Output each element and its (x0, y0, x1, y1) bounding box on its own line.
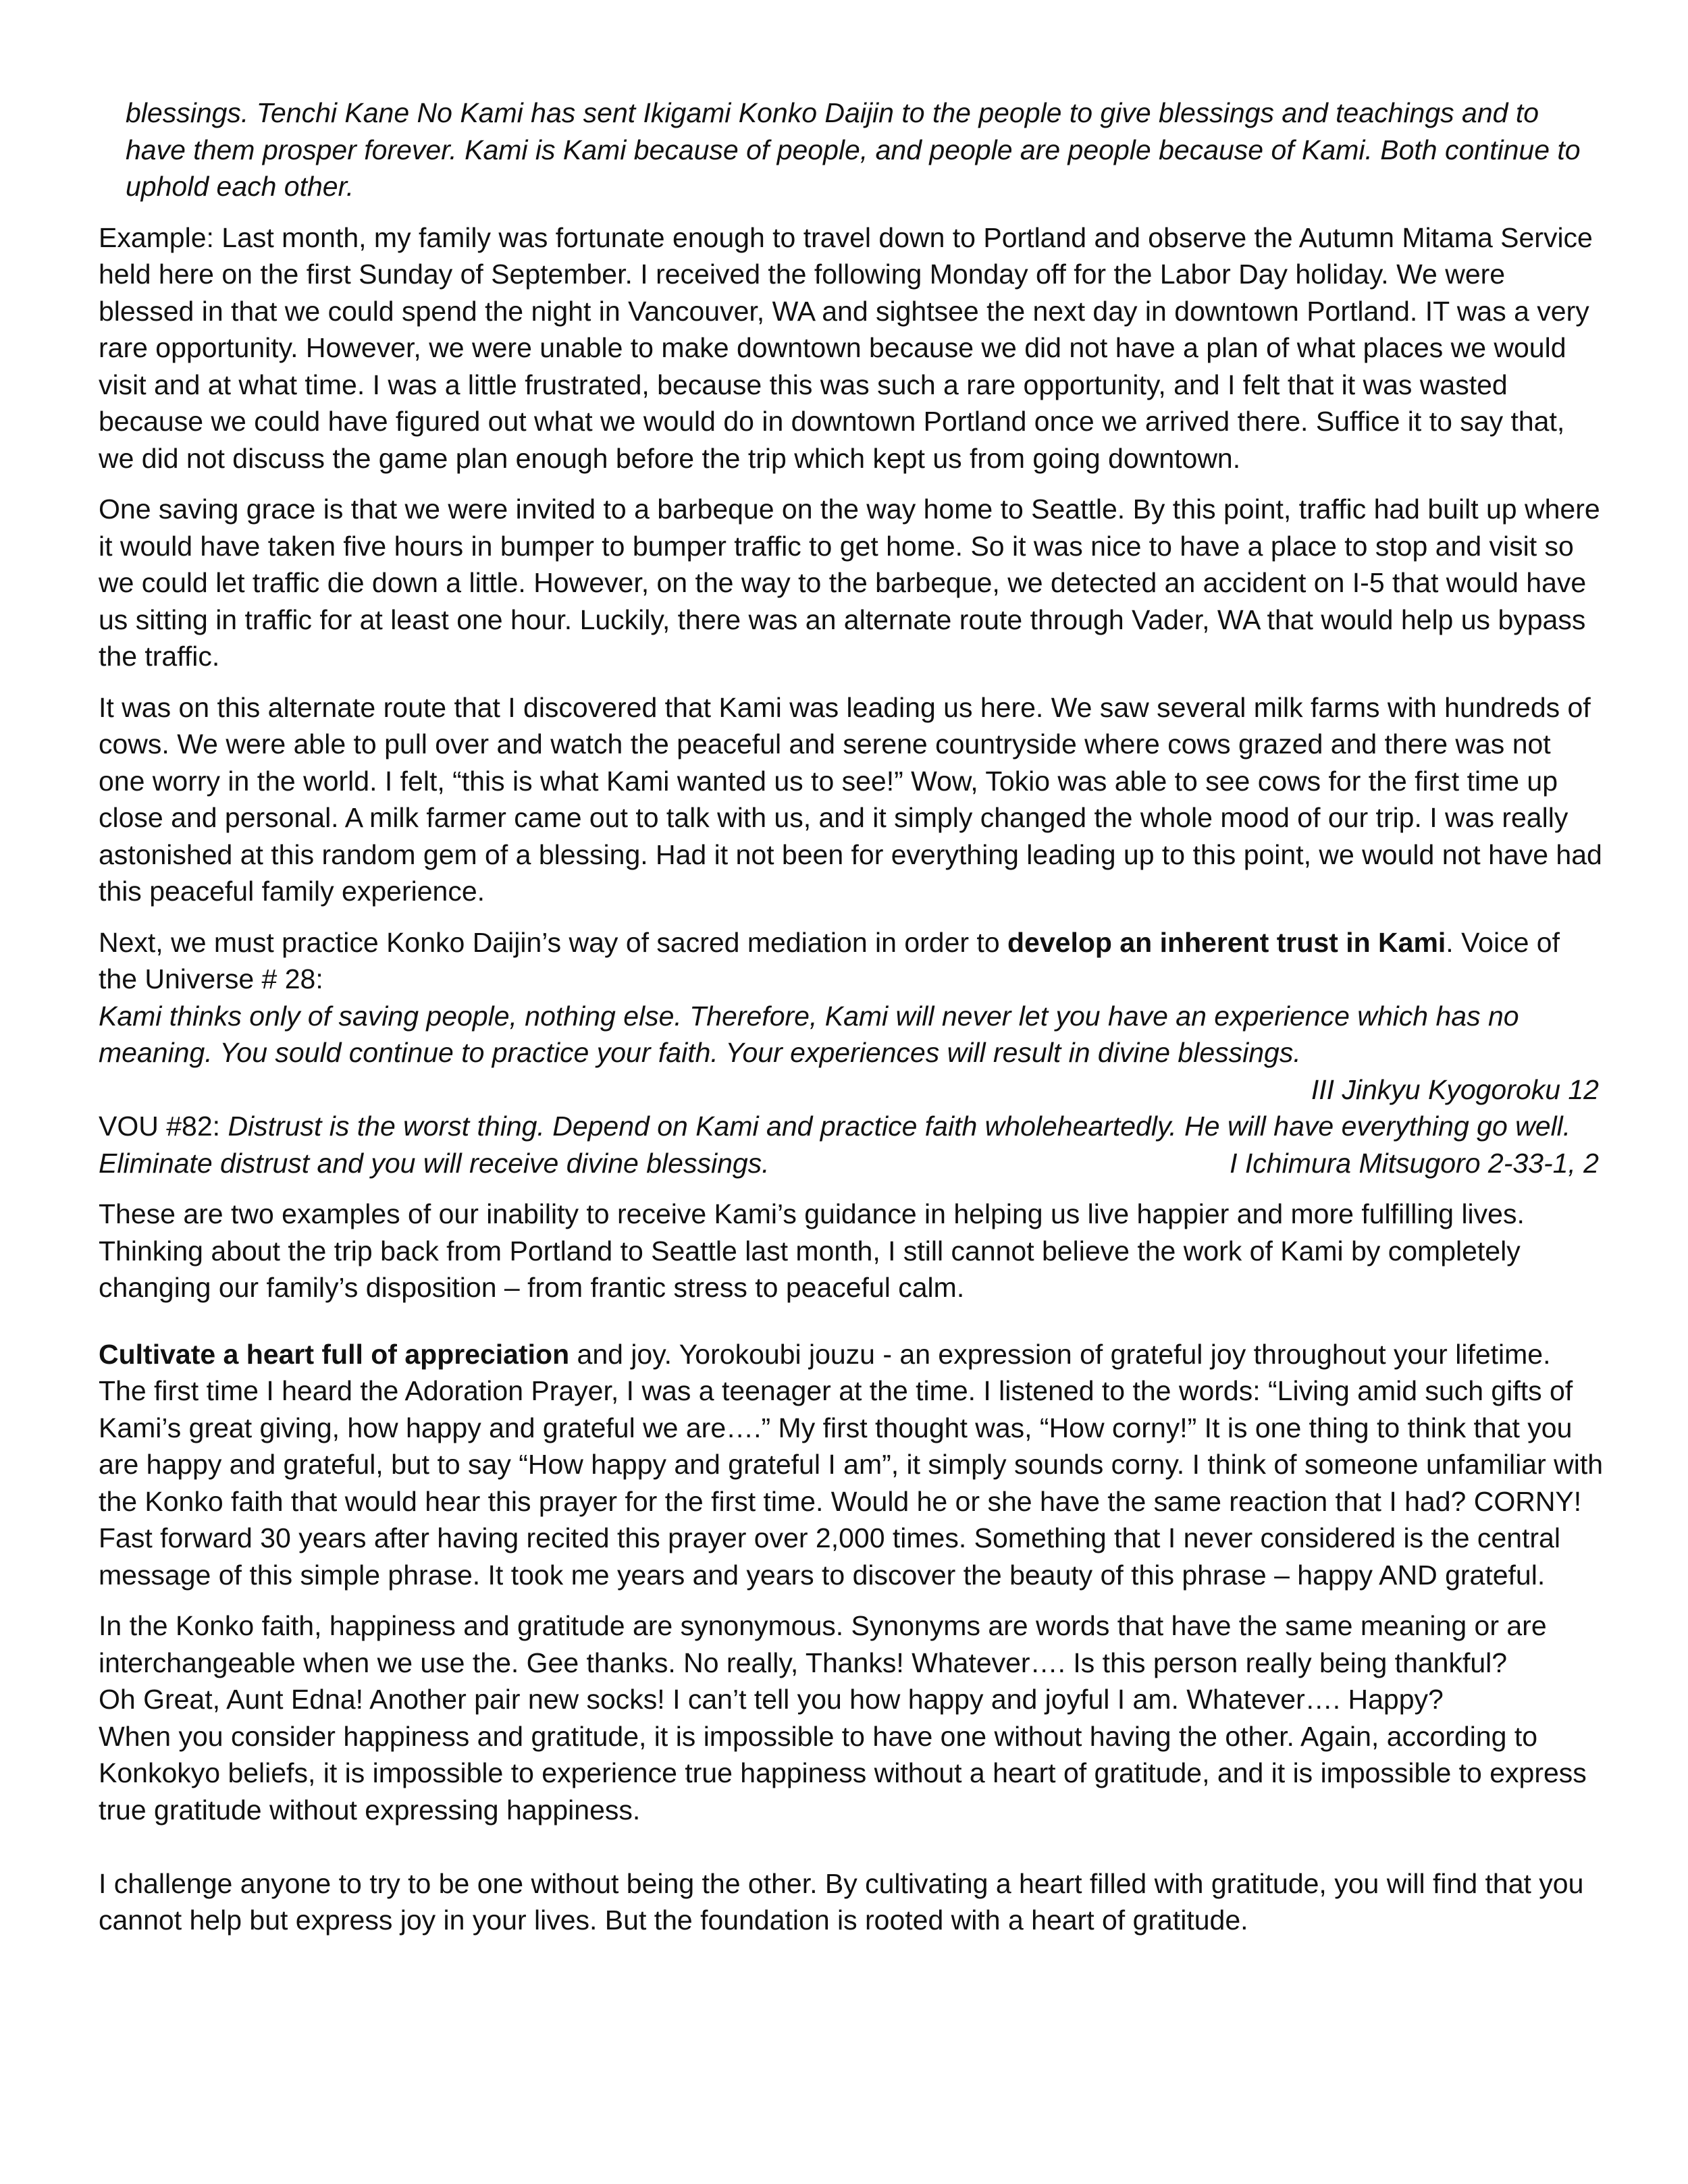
paragraph-konko-faith: In the Konko faith, happiness and gratitude are synonymous. Synonyms are words that have the same meaning or are interchangeable when we use the. Gee thanks. No really, Thanks! Whatever…. Is this person really being thankful? (99, 1610, 1547, 1678)
vou82-line-2 (99, 1145, 1604, 1182)
paragraph-next (99, 924, 1604, 998)
paragraph-consider: When you consider happiness and gratitude, it is impossible to have one without having the other. Again, according to Konkokyo beliefs, it is impossible to experience true happiness without a heart of gratitude, and it is impossible to express true gratitude without expressing happiness. (99, 1720, 1587, 1826)
next-tail: . Voice of the Universe # 28: (99, 926, 1560, 994)
document-page (99, 95, 1604, 1939)
paragraph-cultivate (99, 1336, 1604, 1520)
vou82-attribution: I Ichimura Mitsugoro 2-33-1, 2 (1230, 1147, 1599, 1179)
next-lead: Next, we must practice Konko Daijin’s way of sacred mediation in order to (99, 926, 1008, 958)
vou28-quote: Kami thinks only of saving people, nothing else. Therefore, Kami will never let you have an experience which has no meaning. You sould continue to practice your faith. Your experiences will result in divine blessings. (99, 1000, 1519, 1068)
paragraph-example: Example: Last month, my family was fortunate enough to travel down to Portland and observe the Autumn Mitama Service held here on the first Sunday of September. I received the following Monday off for the Labor Day holiday. We were blessed in that we could spend the night in Vancouver, WA and sightsee the next day in downtown Portland. IT was a very rare opportunity. However, we were unable to make downtown because we did not have a plan of what places we would visit and at what time. I was a little frustrated, because this was such a rare opportunity, and I felt that it was wasted because we could have figured out what we would do in downtown Portland once we arrived there. Suffice it to say that, we did not discuss the game plan enough before the trip which kept us from going downtown. (99, 221, 1593, 474)
paragraph-saving-grace: One saving grace is that we were invited to a barbeque on the way home to Seattle. By this point, traffic had built up where it would have taken five hours in bumper to bumper traffic to get home. So it was nice to have a place to stop and visit so we could let traffic die down a little. However, on the way to the barbeque, we detected an accident on I-5 that would have us sitting in traffic for at least one hour. Luckily, there was an alternate route through Vader, WA that would help us bypass the traffic. (99, 494, 1600, 672)
paragraph-aunt-edna: Oh Great, Aunt Edna! Another pair new socks! I can’t tell you how happy and joyful I am. Whatever…. Happy? (99, 1684, 1444, 1715)
vou82-text-2: Eliminate distrust and you will receive divine blessings. (99, 1147, 770, 1179)
next-emphasis: develop an inherent trust in Kami (1007, 926, 1446, 958)
paragraph-fast-forward: Fast forward 30 years after having recited this prayer over 2,000 times. Something that I never considered is the central message of this simple phrase. It took me years and years to discover the beauty of this phrase – happy AND grateful. (99, 1522, 1560, 1591)
spacer (99, 1828, 1604, 1865)
opening-quote: blessings. Tenchi Kane No Kami has sent Ikigami Konko Daijin to the people to give blessings and teachings and to have them prosper forever. Kami is Kami because of people, and people are people because of Kami. Both continue to uphold each other. (126, 97, 1581, 202)
vou82-label: VOU #82: (99, 1111, 228, 1142)
vou82-line-1 (99, 1108, 1604, 1145)
vou28-attribution: III Jinkyu Kyogoroku 12 (1311, 1073, 1599, 1105)
paragraph-challenge: I challenge anyone to try to be one without being the other. By cultivating a heart filled with gratitude, you will find that you cannot help but express joy in your lives. But the foundation is rooted with a heart of gratitude. (99, 1867, 1584, 1936)
cultivate-rest: and joy. Yorokoubi jouzu - an expression of grateful joy throughout your lifetime. The first time I heard the Adoration Prayer, I was a teenager at the time. I listened to the words: “Living amid such gifts of Kami’s great giving, how happy and grateful we are….” My first thought was, “How corny!” It is one thing to think that you are happy and grateful, but to say “How happy and grateful I am”, it simply sounds corny. I think of someone unfamiliar with the Konko faith that would hear this prayer for the first time. Would he or she have the same reaction that I had? CORNY! (99, 1338, 1604, 1517)
vou82-text-1: Distrust is the worst thing. Depend on Kami and practice faith wholeheartedly. He will have everything go well. (228, 1111, 1571, 1142)
cultivate-emphasis: Cultivate a heart full of appreciation (99, 1338, 570, 1370)
paragraph-alternate-route: It was on this alternate route that I discovered that Kami was leading us here. We saw several milk farms with hundreds of cows. We were able to pull over and watch the peaceful and serene countryside where cows grazed and there was not one worry in the world. I felt, “this is what Kami wanted us to see!” Wow, Tokio was able to see cows for the first time up close and personal. A milk farmer came out to talk with us, and it simply changed the whole mood of our trip. I was really astonished at this random gem of a blessing. Had it not been for everything leading up to this point, we would not have had this peaceful family experience. (99, 691, 1602, 907)
paragraph-two-examples: These are two examples of our inability to receive Kami’s guidance in helping us live happier and more fulfilling lives. Thinking about the trip back from Portland to Seattle last month, I still cannot believe the work of Kami by completely changing our family’s disposition – from frantic stress to peaceful calm. (99, 1198, 1525, 1303)
